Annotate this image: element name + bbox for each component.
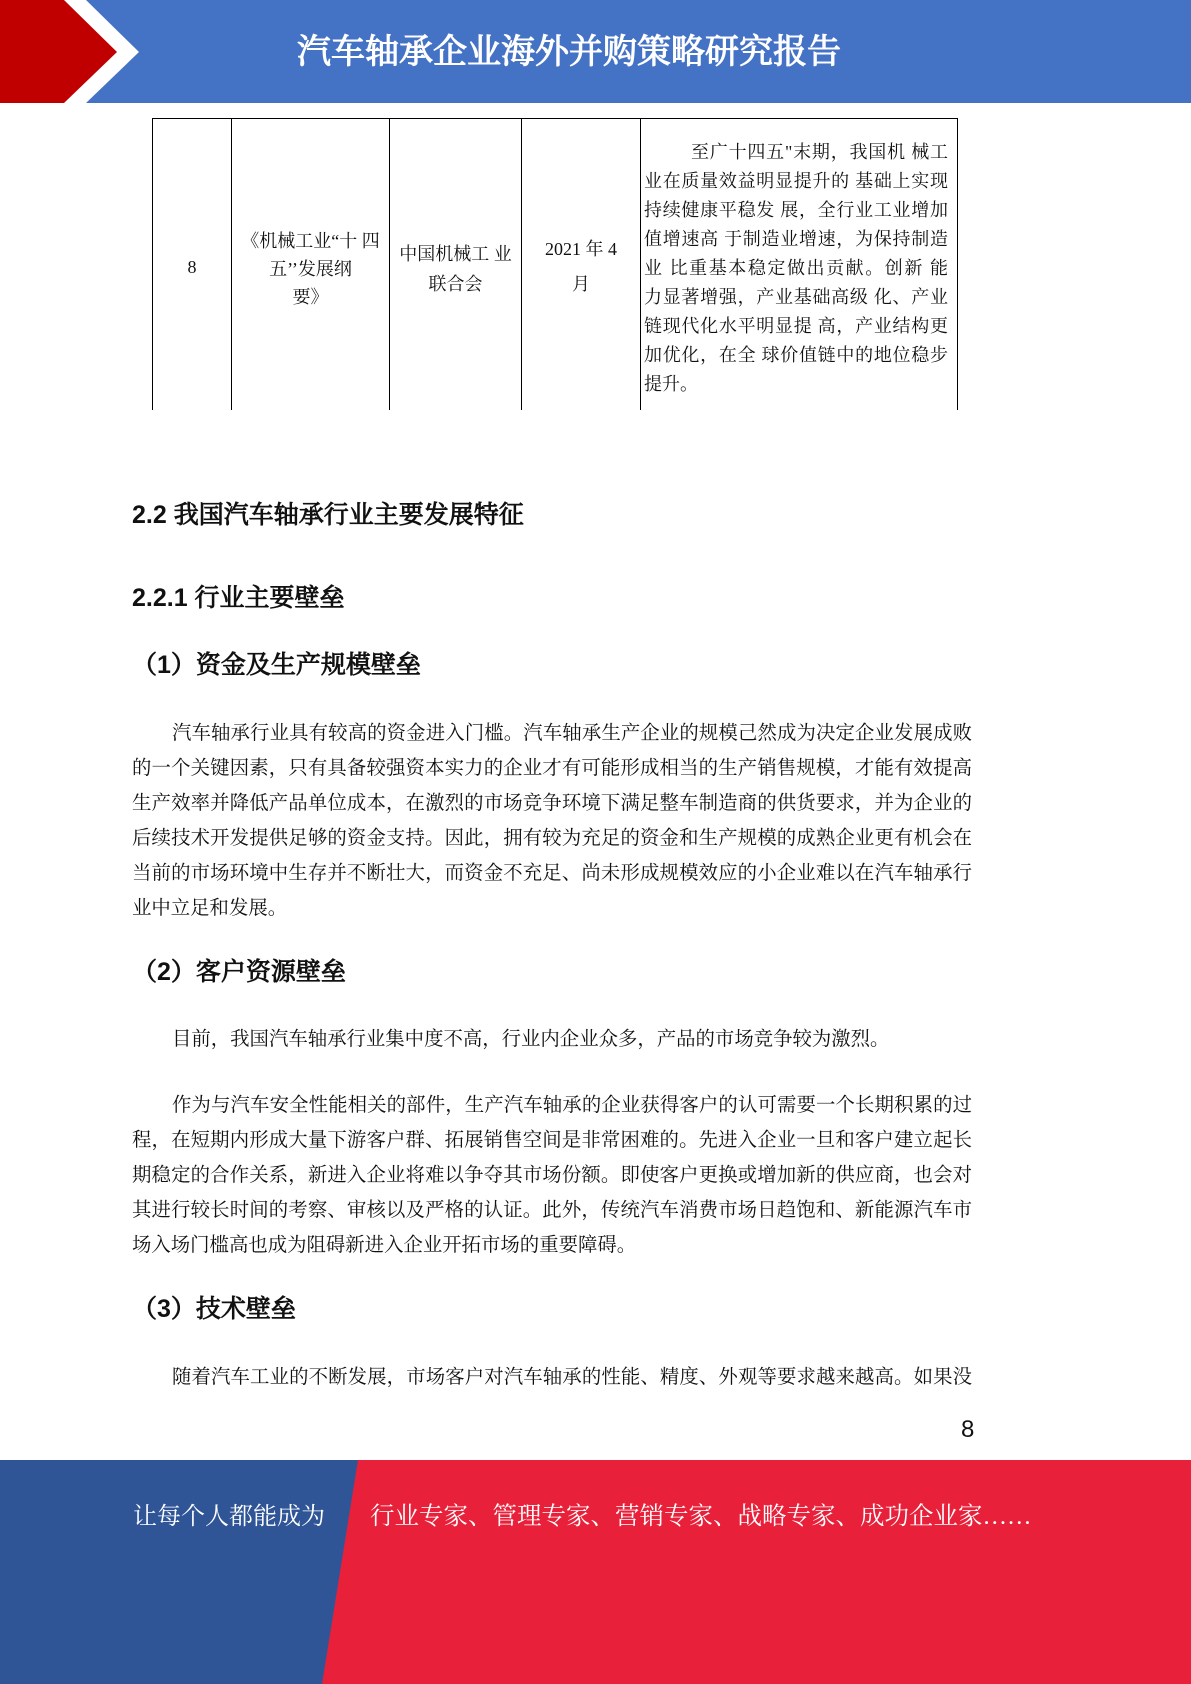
paragraph [132, 1022, 972, 1057]
paragraph-line: 作为与汽车安全性能相关的部件，生产汽车轴承的企业获得客户的认可需要一个长期积累的过 [172, 1095, 972, 1116]
barrier-heading: （2）客户资源壁垒 [132, 958, 346, 986]
page-header [0, 0, 1191, 103]
content-line: 提升。 [644, 374, 698, 394]
paragraph-line: 后续技术开发提供足够的资金支持。因此，拥有较为充足的资金和生产规模的成熟企业更有机会在 [132, 828, 972, 849]
footer-left-band [0, 1460, 358, 1684]
policy-table [152, 118, 958, 410]
content-line: 业 比重基本稳定做出贡献。创新 能 [644, 258, 948, 278]
document-name-line: 要》 [292, 287, 329, 307]
table-cell-issuer [389, 119, 521, 410]
content-line: 业在质量效益明显提升的 基础上实现 [644, 171, 948, 191]
page-footer [0, 1460, 1191, 1684]
paragraph [132, 1088, 972, 1263]
content-line: 链现代化水平明显提 高，产业结构更 [644, 316, 948, 336]
date-line: 2021 年 4 [545, 239, 617, 259]
content-line: 持续健康平稳发 展，全行业工业增加 [644, 200, 948, 220]
paragraph-line: 程，在短期内形成大量下游客户群、拓展销售空间是非常困难的。先进入企业一旦和客户建立起长 [132, 1130, 972, 1151]
row-index: 8 [187, 257, 197, 277]
document-name-line: 五’’发展纲 [269, 259, 352, 279]
content-line: 力显著增强，产业基础高级 化、产业 [644, 287, 948, 307]
date-line: 月 [572, 274, 590, 294]
footer-banner [0, 1460, 1191, 1684]
issuer-line: 联合会 [428, 274, 483, 294]
paragraph-line: 期稳定的合作关系，新进入企业将难以争夺其市场份额。即使客户更换或增加新的供应商，也会对 [132, 1165, 972, 1186]
content-line: 加优化，在全 球价值链中的地位稳步 [644, 345, 948, 365]
report-title: 汽车轴承企业海外并购策略研究报告 [297, 33, 841, 71]
paragraph [132, 1360, 972, 1395]
paragraph-line: 场入场门槛高也成为阻碍新进入企业开拓市场的重要障碍。 [132, 1235, 637, 1256]
paragraph-line: 业中立足和发展。 [132, 898, 288, 919]
barrier-heading: （1）资金及生产规模壁垒 [132, 651, 421, 679]
paragraph [132, 716, 972, 926]
document-name-line: 《机械工业“十 四 [241, 231, 380, 251]
paragraph-line: 其进行较长时间的考察、审核以及严格的认证。此外，传统汽车消费市场日趋饱和、新能源汽车市 [132, 1200, 972, 1221]
section-heading: 2.2 我国汽车轴承行业主要发展特征 [132, 501, 524, 529]
footer-slogan-left: 让每个人都能成为 [133, 1504, 325, 1530]
footer-slogan-right: 行业专家、管理专家、营销专家、战略专家、成功企业家…… [370, 1503, 1032, 1530]
table-cell-content [640, 119, 958, 410]
table-cell-index [152, 119, 231, 410]
paragraph-line: 目前，我国汽车轴承行业集中度不高，行业内企业众多，产品的市场竞争较为激烈。 [172, 1029, 890, 1050]
paragraph-line: 生产效率并降低产品单位成本，在激烈的市场竞争环境下满足整车制造商的供货要求，并为企业的 [132, 793, 972, 814]
paragraph-line: 汽车轴承行业具有较高的资金进入门槛。汽车轴承生产企业的规模己然成为决定企业发展成败 [172, 723, 972, 744]
table-cell-document [231, 119, 389, 410]
issuer-line: 中国机械工 业 [399, 244, 512, 264]
paragraph-line: 随着汽车工业的不断发展，市场客户对汽车轴承的性能、精度、外观等要求越来越高。如果没 [172, 1367, 972, 1388]
paragraph-line: 当前的市场环境中生存并不断壮大，而资金不充足、尚未形成规模效应的小企业难以在汽车轴承行 [132, 863, 972, 884]
subsection-heading: 2.2.1 行业主要壁垒 [132, 584, 345, 612]
table-cell-date [521, 119, 640, 410]
barrier-heading: （3）技术壁垒 [132, 1295, 296, 1323]
page-number: 8 [961, 1416, 975, 1443]
paragraph-line: 的一个关键因素，只有具备较强资本实力的企业才有可能形成相当的生产销售规模，才能有效提高 [132, 758, 972, 779]
content-line: 至广十四五"末期，我国机 械工 [691, 142, 948, 162]
content-line: 值增速高 于制造业增速，为保持制造 [644, 229, 948, 249]
